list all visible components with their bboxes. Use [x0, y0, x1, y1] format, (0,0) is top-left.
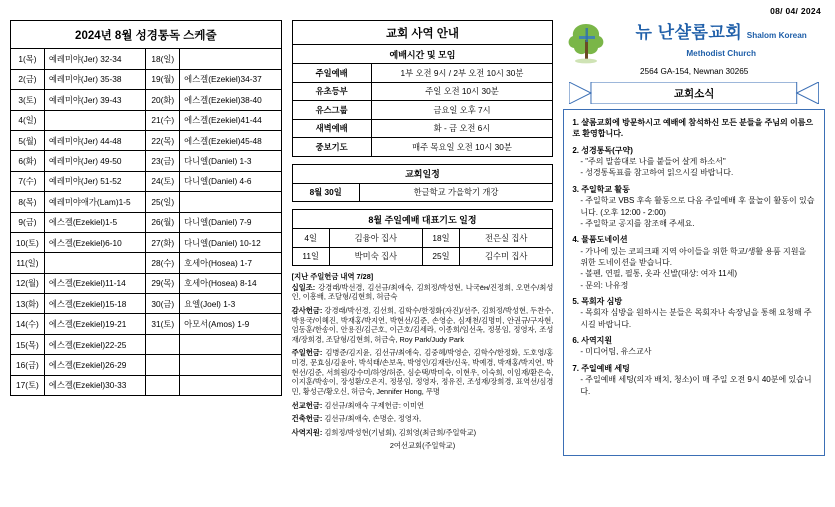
- reference-cell: 에스겔(Ezekiel)19-21: [44, 314, 145, 334]
- day-cell: 16(금): [11, 355, 45, 375]
- reference-cell: [180, 375, 282, 395]
- table-row: [292, 138, 553, 157]
- day-cell: 12(월): [11, 273, 45, 293]
- day-cell: 9(금): [11, 212, 45, 232]
- table-row: [11, 110, 282, 130]
- day-cell: 7(수): [11, 171, 45, 191]
- table-row: [11, 69, 282, 89]
- day-cell: 23(금): [146, 151, 180, 171]
- calendar-event: 한글학교 가을학기 개강: [359, 183, 553, 202]
- announcement-title: 3. 주일학교 활동: [572, 184, 630, 194]
- reference-cell: 에스겔(Ezekiel)22-25: [44, 334, 145, 354]
- service-label: 새벽예배: [292, 119, 371, 138]
- reference-cell: 에스겔(Ezekiel)15-18: [44, 294, 145, 314]
- announcement-item: [572, 335, 816, 358]
- reference-cell: 호세아(Hosea) 8-14: [180, 273, 282, 293]
- reference-cell: 에스겔(Ezekiel)30-33: [44, 375, 145, 395]
- table-row: [11, 90, 282, 110]
- issue-date: 08/ 04/ 2024: [770, 6, 821, 16]
- reference-cell: 예레미야(Jer) 51-52: [44, 171, 145, 191]
- offering-label: 선교헌금:: [291, 400, 323, 410]
- announcement-item: [572, 145, 816, 179]
- announcement-line: - 목회자 심방을 원하시는 분들은 목회자나 속장님을 통해 요청해 주시길 바랍니다.: [580, 308, 812, 329]
- table-row: [11, 49, 282, 69]
- church-name-block: [617, 24, 825, 61]
- announcement-item: [572, 234, 816, 291]
- day-cell: 1(목): [11, 49, 45, 69]
- day-cell: 5(월): [11, 130, 45, 150]
- reference-cell: 예레미야(Jer) 44-48: [44, 130, 145, 150]
- day-cell: 13(화): [11, 294, 45, 314]
- reference-cell: [180, 192, 282, 212]
- day-cell: 27(화): [146, 232, 180, 252]
- service-times-table: [292, 44, 554, 157]
- reference-cell: 에스겔(Ezekiel)11-14: [44, 273, 145, 293]
- tree-logo-icon: [563, 20, 609, 64]
- day-cell: 11(일): [11, 253, 45, 273]
- day-cell: 17(토): [11, 375, 45, 395]
- announcement-line: - 가나에 있는 코피크패 지역 아이들을 위한 학교/생활 용품 지원을 위한 도네이션을 받습니다.: [580, 246, 807, 267]
- reference-cell: [44, 253, 145, 273]
- announcements-box: [563, 109, 825, 456]
- reference-cell: [180, 49, 282, 69]
- table-row: [292, 229, 553, 248]
- offering-names: 2여선교회(주일학교): [389, 441, 456, 451]
- reference-cell: 예레미야(Jer) 32-34: [44, 49, 145, 69]
- reference-cell: 요엘(Joel) 1-3: [180, 294, 282, 314]
- reference-cell: 에스겔(Ezekiel)38-40: [180, 90, 282, 110]
- reference-cell: 에스겔(Ezekiel)41-44: [180, 110, 282, 130]
- offering-label: 감사헌금:: [291, 305, 323, 315]
- day-cell: [146, 375, 180, 395]
- offering-names: 강경래/박선경, 김선규/최애숙, 김희정/박성현, 나국ён/진정희, 오면수/최성인, 이흥배, 조달형/김현희, 허금숙: [291, 282, 554, 302]
- schedule-title-row: [11, 21, 282, 49]
- service-label: 주일예배: [292, 64, 371, 83]
- announcement-line: - 주일학교 VBS 후속 활동으로 다음 주일예배 후 물놀이 활동이 있습니다. (오후 12:00 - 2:00): [580, 196, 815, 217]
- left-column: [10, 20, 282, 456]
- calendar-date: 8월 30일: [292, 183, 359, 202]
- announcement-title: 1. 샬롬교회에 방문하시고 예배에 참석하신 모든 분들을 주님의 이름으로 환영합니다.: [572, 118, 814, 139]
- church-calendar-table: [292, 164, 554, 203]
- day-cell: 22(목): [146, 130, 180, 150]
- reference-cell: 예레미야(Jer) 35-38: [44, 69, 145, 89]
- reference-cell: 호세아(Hosea) 1-7: [180, 253, 282, 273]
- offering-report-title: [지난 주일헌금 내역 7/28]: [291, 272, 374, 281]
- bible-reading-schedule-table: [10, 20, 282, 396]
- table-row: [292, 119, 553, 138]
- service-time: 매주 목요일 오전 10시 30분: [371, 138, 553, 157]
- spacer: [292, 202, 554, 209]
- table-row: [11, 273, 282, 293]
- announcement-line: - 성경통독표를 참고하여 읽으시길 바랍니다.: [580, 168, 734, 178]
- reference-cell: 다니엘(Daniel) 7-9: [180, 212, 282, 232]
- three-column-layout: [10, 20, 825, 456]
- announcement-title: 2. 성경통독(구약): [572, 145, 633, 155]
- offering-names: 김병준/김지윤, 김선규/최애숙, 김중혜/박영순, 김학수/한정화, 도호영/홍미경, 문효심/김윤아, 박석태/손보옥, 박영인/김재란/신욱, 박예경, 박재홍/박지연, 박현선/김준, 서희원/강수미/하영/허준, 심순택/박미숙, 이현우, 이숙희, 이임재/환은숙, 이지훈/박송이, 장성환/오은지, 정봉임, 정영자, 정유진, 조성재/장희경, 표역선/심경민, 황성근/황오신, 허금숙, Jennifer Hong, 무명: [291, 348, 554, 396]
- announcement-line: - 주일예배 세팅(의자 배치, 청소)이 매 주일 오전 9시 40분에 있습니다.: [580, 375, 812, 396]
- reference-cell: 에스겔(Ezekiel)45-48: [180, 130, 282, 150]
- table-row: [292, 82, 553, 101]
- reference-cell: 예레미야(Jer) 39-43: [44, 90, 145, 110]
- prayer-duty-table: [292, 209, 554, 266]
- offering-line: [292, 306, 554, 345]
- table-row: [292, 183, 553, 202]
- reference-cell: 아모서(Amos) 1-9: [180, 314, 282, 334]
- announcement-item: [572, 296, 816, 330]
- reference-cell: [180, 355, 282, 375]
- day-cell: 2(금): [11, 69, 45, 89]
- day-cell: 3(토): [11, 90, 45, 110]
- day-cell: 15(목): [11, 334, 45, 354]
- right-column: [563, 20, 825, 456]
- announcement-title: 6. 사역지원: [572, 336, 613, 346]
- service-label: 유초등부: [292, 82, 371, 101]
- duty-person: 전은실 집사: [460, 229, 553, 248]
- day-cell: 4(일): [11, 110, 45, 130]
- announcement-line: - 문의: 나유정: [580, 280, 629, 290]
- church-name-korean: 뉴 난샬롬교회: [635, 22, 743, 42]
- table-row: [11, 294, 282, 314]
- announcement-line: - 주일학교 공지를 참조해 주세요.: [580, 218, 695, 228]
- church-calendar-header: 교회일정: [292, 164, 553, 183]
- reference-cell: [44, 110, 145, 130]
- day-cell: 20(화): [146, 90, 180, 110]
- offering-names: 김선규/최애숙, 손명순, 정영자,: [324, 414, 422, 424]
- day-cell: 26(월): [146, 212, 180, 232]
- service-time: 1부 오전 9시 / 2부 오전 10시 30분: [371, 64, 553, 83]
- reference-cell: 다니엘(Daniel) 4-6: [180, 171, 282, 191]
- announcement-title: 5. 목회자 심방: [572, 297, 623, 307]
- day-cell: 25(일): [146, 192, 180, 212]
- day-cell: 29(목): [146, 273, 180, 293]
- church-name-english: Shalom Korean Methodist Church: [686, 30, 807, 58]
- duty-person: 김융아 집사: [329, 229, 422, 248]
- service-time: 주일 오전 10시 30분: [371, 82, 553, 101]
- announcement-title: 7. 주일예배 세팅: [572, 363, 630, 373]
- duty-person: 김수미 집사: [460, 247, 553, 266]
- table-row: [11, 253, 282, 273]
- table-row: [11, 171, 282, 191]
- offering-report: [292, 272, 554, 451]
- announcement-item: [572, 363, 816, 397]
- day-cell: 30(금): [146, 294, 180, 314]
- service-label: 유스그룹: [292, 101, 371, 120]
- duty-date: 11일: [292, 247, 329, 266]
- schedule-title: 2024년 8월 성경통독 스케줄: [11, 21, 282, 49]
- day-cell: 24(토): [146, 171, 180, 191]
- duty-date: 4일: [292, 229, 329, 248]
- table-row: [292, 64, 553, 83]
- table-row: [11, 151, 282, 171]
- offering-names: 강경래/박선경, 김선희, 김학수/한정화(자진)/선주, 김희정/박성현, 두찬수, 박용국/이혜진, 박재홍/박지연, 박현선/김준, 손영순, 심재천/김명미, 안권규/구자현, 엄동훈/한송이, 안용진/김근호, 이근호/김세라, 이종희/임선옥, 정봉임, 정영자, 조성재/장희경, 조달형/김현희, 허금숙, Roy Park/Judy Park: [291, 305, 554, 344]
- reference-cell: 다니엘(Daniel) 1-3: [180, 151, 282, 171]
- table-row: [11, 314, 282, 334]
- day-cell: [146, 334, 180, 354]
- duty-person: 박미숙 집사: [329, 247, 422, 266]
- table-row: [11, 192, 282, 212]
- reference-cell: 예레미야애가(Lam)1-5: [44, 192, 145, 212]
- offering-label: 십일조:: [291, 282, 316, 292]
- church-address: 2564 GA-154, Newnan 30265: [639, 67, 749, 76]
- table-row: [11, 355, 282, 375]
- offering-names: 김선규/최애숙 구제헌금: 이미연: [324, 400, 425, 410]
- service-times-header: 예배시간 및 모임: [292, 45, 553, 64]
- offering-label: 주일헌금:: [291, 348, 323, 358]
- service-time: 화 - 금 오전 6시: [371, 119, 553, 138]
- table-row: [11, 212, 282, 232]
- middle-column: [292, 20, 554, 456]
- offering-label: 사역지원:: [291, 427, 323, 437]
- reference-cell: [180, 334, 282, 354]
- duty-date: 25일: [422, 247, 459, 266]
- service-time: 금요일 오후 7시: [371, 101, 553, 120]
- offering-names: 김희정/박성현(기념회), 김희영(최금희/주일학교): [324, 427, 477, 437]
- reference-cell: 에스겔(Ezekiel)6-10: [44, 232, 145, 252]
- prayer-duty-header: 8월 주일예배 대표기도 일정: [292, 210, 553, 229]
- announcement-line: - "주의 말씀대로 나를 붙들어 살게 하소서": [580, 157, 726, 167]
- reference-cell: 에스겔(Ezekiel)1-5: [44, 212, 145, 232]
- prayer-duty-header-row: [292, 210, 553, 229]
- reference-cell: 에스겔(Ezekiel)34-37: [180, 69, 282, 89]
- offering-line: [292, 348, 554, 396]
- day-cell: 14(수): [11, 314, 45, 334]
- service-times-header-row: [292, 45, 553, 64]
- table-row: [11, 232, 282, 252]
- table-row: [292, 247, 553, 266]
- announcement-item: [572, 117, 816, 140]
- duty-date: 18일: [422, 229, 459, 248]
- spacer: [292, 157, 554, 164]
- church-calendar-header-row: [292, 164, 553, 183]
- announcement-title: 4. 물품도네이션: [572, 235, 628, 245]
- reference-cell: 다니엘(Daniel) 10-12: [180, 232, 282, 252]
- day-cell: 10(토): [11, 232, 45, 252]
- reference-cell: 에스겔(Ezekiel)26-29: [44, 355, 145, 375]
- day-cell: 31(토): [146, 314, 180, 334]
- day-cell: 8(목): [11, 192, 45, 212]
- table-row: [11, 130, 282, 150]
- table-row: [292, 101, 553, 120]
- news-banner-label: 교회소식: [673, 87, 715, 100]
- offering-label: 건축헌금:: [291, 414, 323, 424]
- service-label: 중보기도: [292, 138, 371, 157]
- announcement-line: - 볼펜, 연필, 필통, 옷과 신발(대상: 여자 11세): [580, 269, 737, 279]
- news-banner: [569, 82, 819, 104]
- offering-line: [292, 428, 554, 438]
- table-row: [11, 375, 282, 395]
- offering-line: [292, 401, 554, 411]
- announcement-line: - 미디어팀, 유스교사: [580, 347, 652, 357]
- offering-line: [292, 441, 554, 451]
- offering-line: [292, 283, 554, 302]
- day-cell: 19(월): [146, 69, 180, 89]
- ministry-info-title: 교회 사역 안내: [292, 20, 554, 44]
- table-row: [11, 334, 282, 354]
- day-cell: [146, 355, 180, 375]
- day-cell: 21(수): [146, 110, 180, 130]
- reference-cell: 예레미야(Jer) 49-50: [44, 151, 145, 171]
- day-cell: 6(화): [11, 151, 45, 171]
- offering-line: [292, 414, 554, 424]
- day-cell: 18(일): [146, 49, 180, 69]
- church-header: [563, 20, 825, 64]
- announcement-item: [572, 184, 816, 229]
- day-cell: 28(수): [146, 253, 180, 273]
